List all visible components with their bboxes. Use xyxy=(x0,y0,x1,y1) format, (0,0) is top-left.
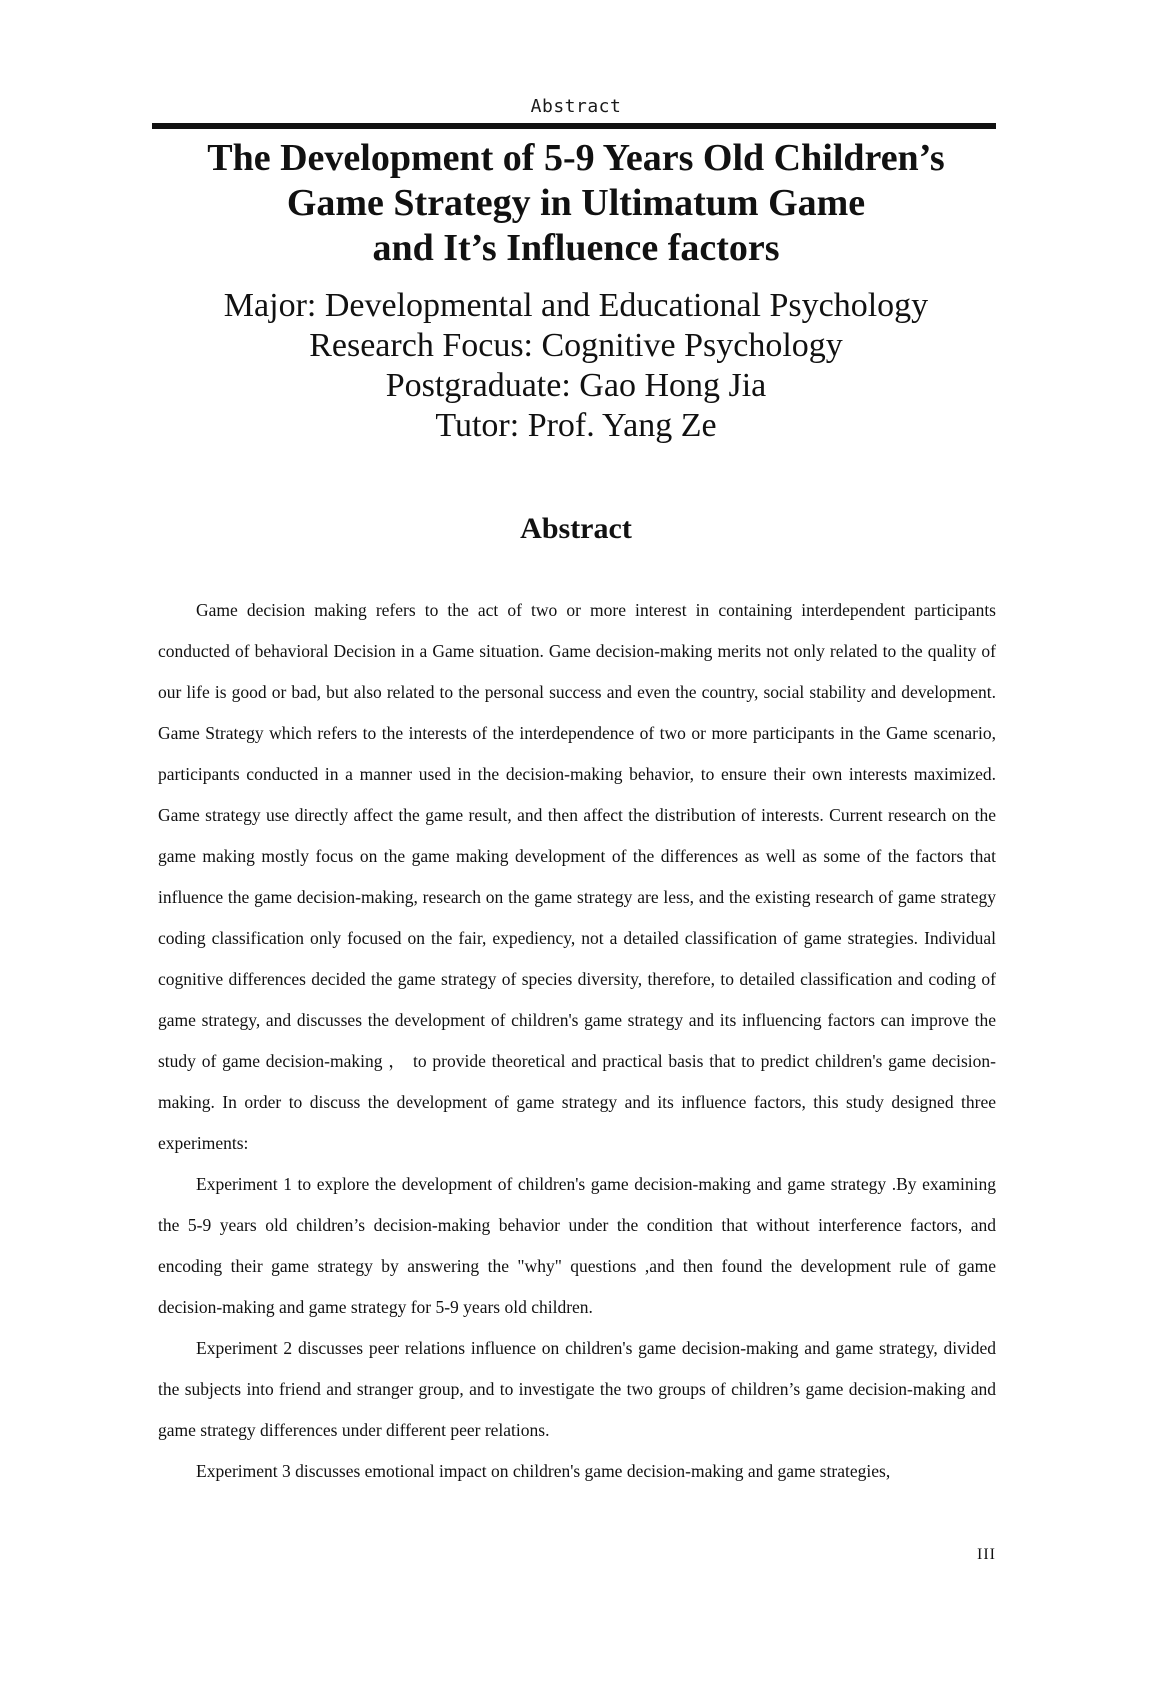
abstract-body xyxy=(158,590,996,1492)
postgraduate-line: Postgraduate: Gao Hong Jia xyxy=(385,367,767,404)
major-line: Major: Developmental and Educational Psychology xyxy=(223,287,929,324)
running-header: Abstract xyxy=(530,96,622,117)
header-rule xyxy=(152,123,996,129)
research-focus-line: Research Focus: Cognitive Psychology xyxy=(309,327,843,364)
thesis-title xyxy=(0,136,1152,271)
paragraph-1: Game decision making refers to the act of two or more interest in containing interdependent participants conducted of behavioral Decision in a Game situation. Game decision-making merits not only related to the quality of our life is good or bad, but also related to the personal success and even the country, social stability and development. Game Strategy which refers to the interests of the interdependence of two or more participants in the Game scenario, participants conducted in a manner used in the decision-making behavior, to ensure their own interests maximized. Game strategy use directly affect the game result, and then affect the distribution of interests. Current research on the game making mostly focus on the game making development of the differences as well as some of the factors that influence the game decision-making, research on the game strategy are less, and the existing research of game strategy coding classification only focused on the fair, expediency, not a detailed classification of game strategies. Individual cognitive differences decided the game strategy of species diversity, therefore, to detailed classification and coding of game strategy, and discusses the development of children's game strategy and its influencing factors can improve the study of game decision-making ， to provide theoretical and practical basis that to predict children's game decision-making. In order to discuss the development of game strategy and its influence factors, this study designed three experiments: xyxy=(158,600,996,1153)
abstract-heading: Abstract xyxy=(520,512,632,545)
page-number: III xyxy=(977,1546,996,1563)
paragraph-2: Experiment 1 to explore the development of children's game decision-making and game strategy .By examining the 5-9 years old children’s decision-making behavior under the condition that without interference factors, and encoding their game strategy by answering the "why" questions ,and then found the development rule of game decision-making and game strategy for 5-9 years old children. xyxy=(158,1174,996,1317)
title-line-2: Game Strategy in Ultimatum Game xyxy=(286,182,866,224)
paragraph-3: Experiment 2 discusses peer relations influence on children's game decision-making and game strategy, divided the subjects into friend and stranger group, and to investigate the two groups of children’s game decision-making and game strategy differences under different peer relations. xyxy=(158,1338,996,1440)
title-line-1: The Development of 5-9 Years Old Children’s xyxy=(207,137,945,179)
title-line-3: and It’s Influence factors xyxy=(372,227,780,269)
paragraph-4: Experiment 3 discusses emotional impact on children's game decision-making and game strategies, xyxy=(196,1461,891,1481)
thesis-meta xyxy=(0,286,1152,446)
tutor-line: Tutor: Prof. Yang Ze xyxy=(435,407,717,444)
